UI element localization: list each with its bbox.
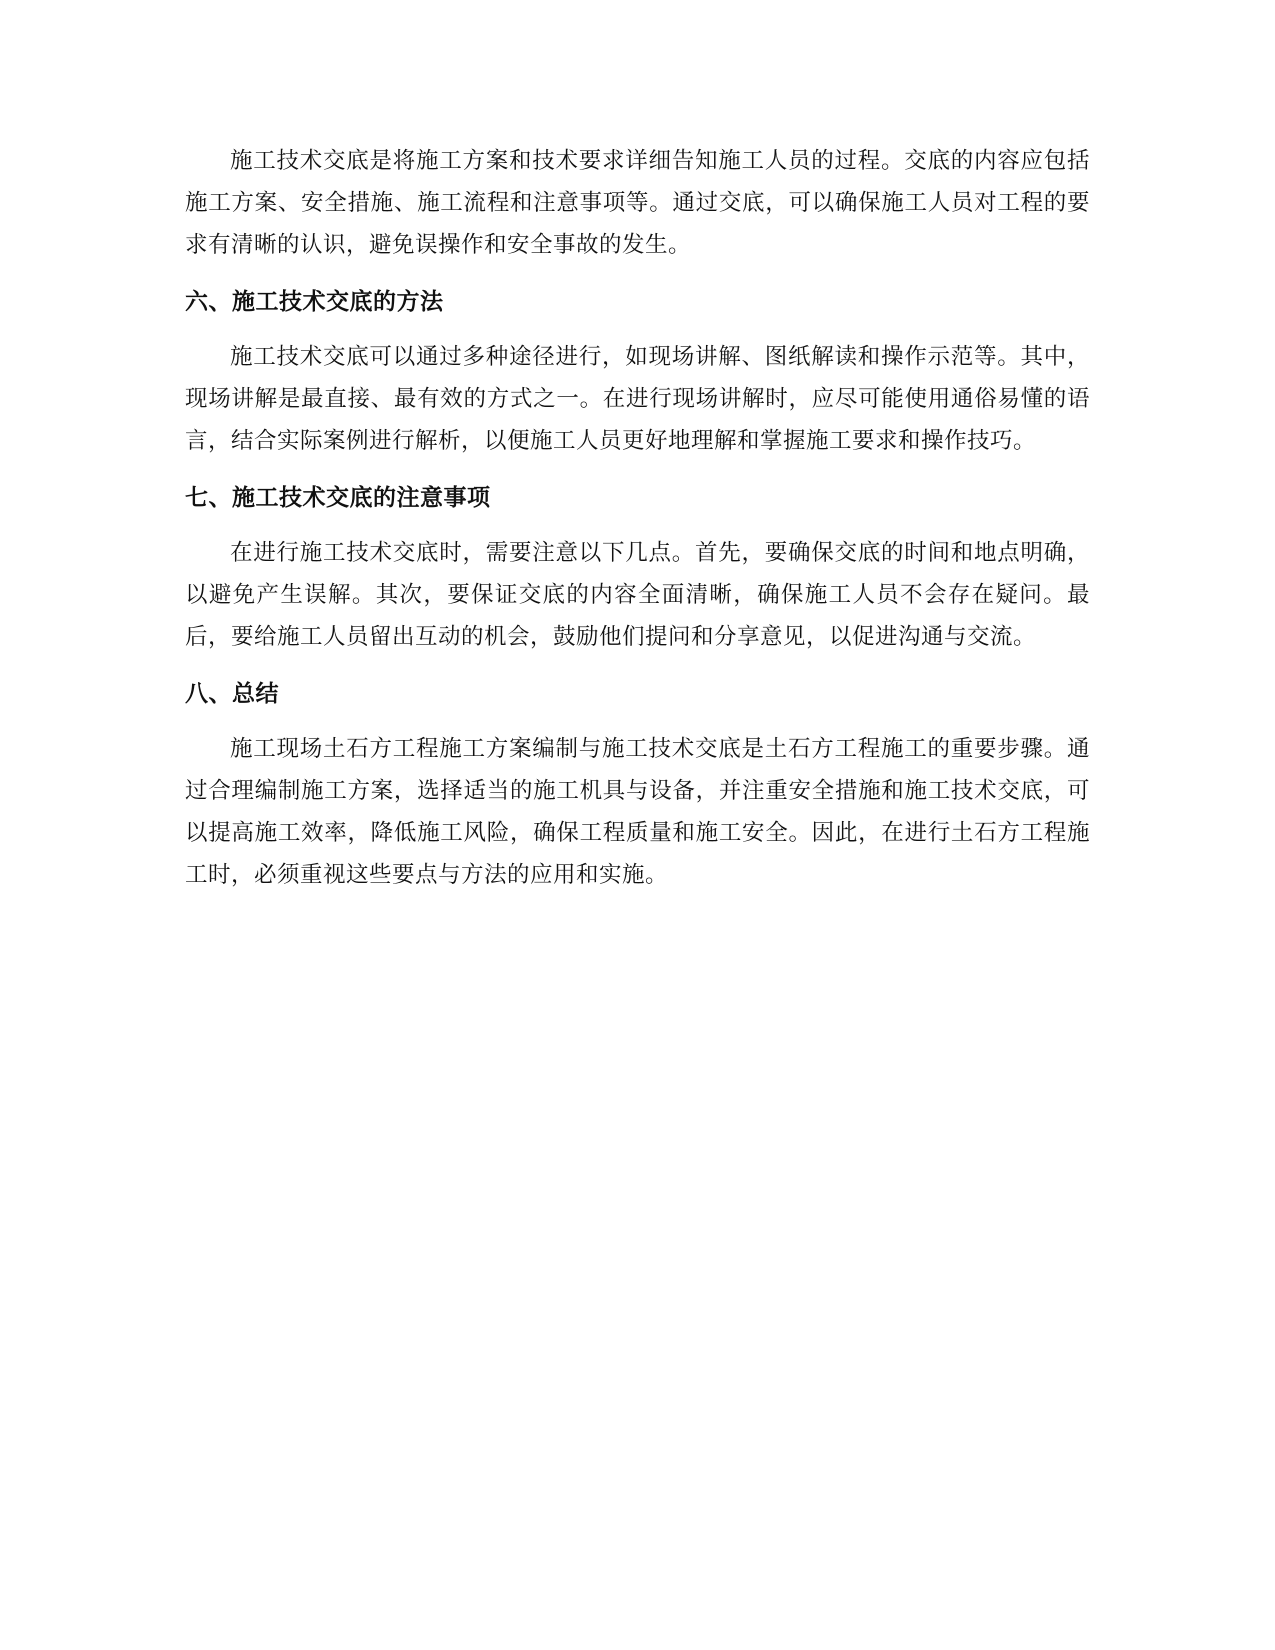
section-paragraph-methods: 施工技术交底可以通过多种途径进行，如现场讲解、图纸解读和操作示范等。其中，现场讲解是最直接、最有效的方式之一。在进行现场讲解时，应尽可能使用通俗易懂的语言，结合实际案例进行解析，以便施工人员更好地理解和掌握施工要求和操作技巧。 <box>185 344 1090 454</box>
intro-paragraph: 施工技术交底是将施工方案和技术要求详细告知施工人员的过程。交底的内容应包括施工方案、安全措施、施工流程和注意事项等。通过交底，可以确保施工人员对工程的要求有清晰的认识，避免误操作和安全事故的发生。 <box>185 148 1090 258</box>
section-heading-summary: 八、总结 <box>185 681 279 707</box>
section-paragraph-notes: 在进行施工技术交底时，需要注意以下几点。首先，要确保交底的时间和地点明确，以避免产生误解。其次，要保证交底的内容全面清晰，确保施工人员不会存在疑问。最后，要给施工人员留出互动的机会，鼓励他们提问和分享意见，以促进沟通与交流。 <box>185 540 1090 650</box>
section-heading-methods: 六、施工技术交底的方法 <box>185 289 444 315</box>
section-heading-notes: 七、施工技术交底的注意事项 <box>185 485 491 511</box>
section-paragraph-summary: 施工现场土石方工程施工方案编制与施工技术交底是土石方工程施工的重要步骤。通过合理编制施工方案，选择适当的施工机具与设备，并注重安全措施和施工技术交底，可以提高施工效率，降低施工风险，确保工程质量和施工安全。因此，在进行土石方工程施工时，必须重视这些要点与方法的应用和实施。 <box>185 736 1090 888</box>
document-page <box>185 140 1090 896</box>
